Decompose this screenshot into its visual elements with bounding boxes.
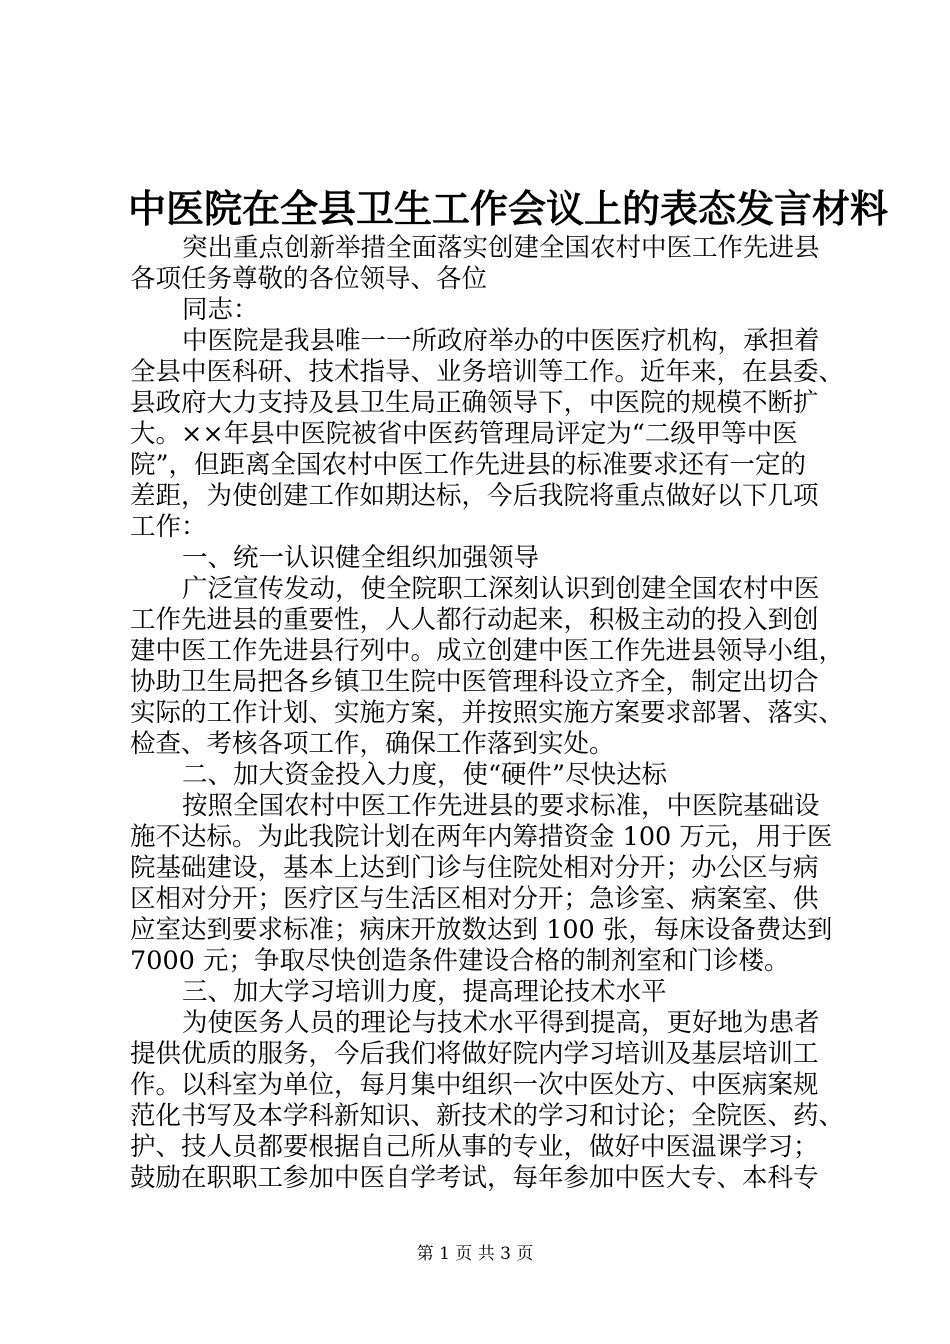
text-line: 差距，为使创建工作如期达标，今后我院将重点做好以下几项 — [130, 481, 819, 511]
text-line: 二、加大资金投入力度，使“硬件”尽快达标 — [182, 760, 668, 790]
document-title: 中医院在全县卫生工作会议上的表态发言材料 — [128, 186, 889, 231]
text-line: 院”，但距离全国农村中医工作先进县的标准要求还有一定的 — [130, 450, 807, 480]
text-line: 中医院是我县唯一一所政府举办的中医医疗机构，承担着 — [182, 326, 820, 356]
text-line: 协助卫生局把各乡镇卫生院中医管理科设立齐全，制定出切合 — [130, 667, 819, 697]
text-line: 工作先进县的重要性，人人都行动起来，积极主动的投入到创 — [130, 605, 819, 635]
text-line: 施不达标。为此我院计划在两年内筹措资金 100 万元，用于医 — [130, 822, 833, 852]
text-line: 按照全国农村中医工作先进县的要求标准，中医院基础设 — [182, 791, 820, 821]
text-line: 工作： — [130, 512, 207, 542]
text-line: 突出重点创新举措全面落实创建全国农村中医工作先进县 — [182, 233, 820, 263]
text-line: 各项任务尊敬的各位领导、各位 — [130, 264, 488, 294]
text-line: 作。以科室为单位，每月集中组织一次中医处方、中医病案规 — [130, 1070, 819, 1100]
text-line: 三、加大学习培训力度，提高理论技术水平 — [182, 977, 667, 1007]
text-line: 7000 元；争取尽快创造条件建设合格的制剂室和门诊楼。 — [130, 946, 790, 976]
document-body — [130, 233, 845, 1194]
page-footer: 第 1 页 共 3 页 — [416, 1244, 534, 1264]
text-line: 实际的工作计划、实施方案，并按照实施方案要求部署、落实、 — [130, 698, 845, 728]
text-line: 建中医工作先进县行列中。成立创建中医工作先进县领导小组， — [130, 636, 845, 666]
text-line: 鼓励在职职工参加中医自学考试，每年参加中医大专、本科专 — [130, 1163, 819, 1193]
text-line: 区相对分开；医疗区与生活区相对分开；急诊室、病案室、供 — [130, 884, 819, 914]
text-line: 广泛宣传发动，使全院职工深刻认识到创建全国农村中医 — [182, 574, 820, 604]
text-line: 同志： — [182, 295, 259, 325]
text-line: 检查、考核各项工作，确保工作落到实处。 — [130, 729, 615, 759]
text-line: 一、统一认识健全组织加强领导 — [182, 543, 540, 573]
text-line: 全县中医科研、技术指导、业务培训等工作。近年来，在县委、 — [130, 357, 845, 387]
text-line: 县政府大力支持及县卫生局正确领导下，中医院的规模不断扩 — [130, 388, 819, 418]
text-line: 护、技人员都要根据自己所从事的专业，做好中医温课学习； — [130, 1132, 819, 1162]
text-line: 为使医务人员的理论与技术水平得到提高，更好地为患者 — [182, 1008, 820, 1038]
text-line: 院基础建设，基本上达到门诊与住院处相对分开；办公区与病 — [130, 853, 819, 883]
text-line: 应室达到要求标准；病床开放数达到 100 张，每床设备费达到 — [130, 915, 833, 945]
text-line: 提供优质的服务，今后我们将做好院内学习培训及基层培训工 — [130, 1039, 819, 1069]
text-line: 大。××年县中医院被省中医药管理局评定为“二级甲等中医 — [130, 419, 798, 449]
text-line: 范化书写及本学科新知识、新技术的学习和讨论；全院医、药、 — [130, 1101, 845, 1131]
